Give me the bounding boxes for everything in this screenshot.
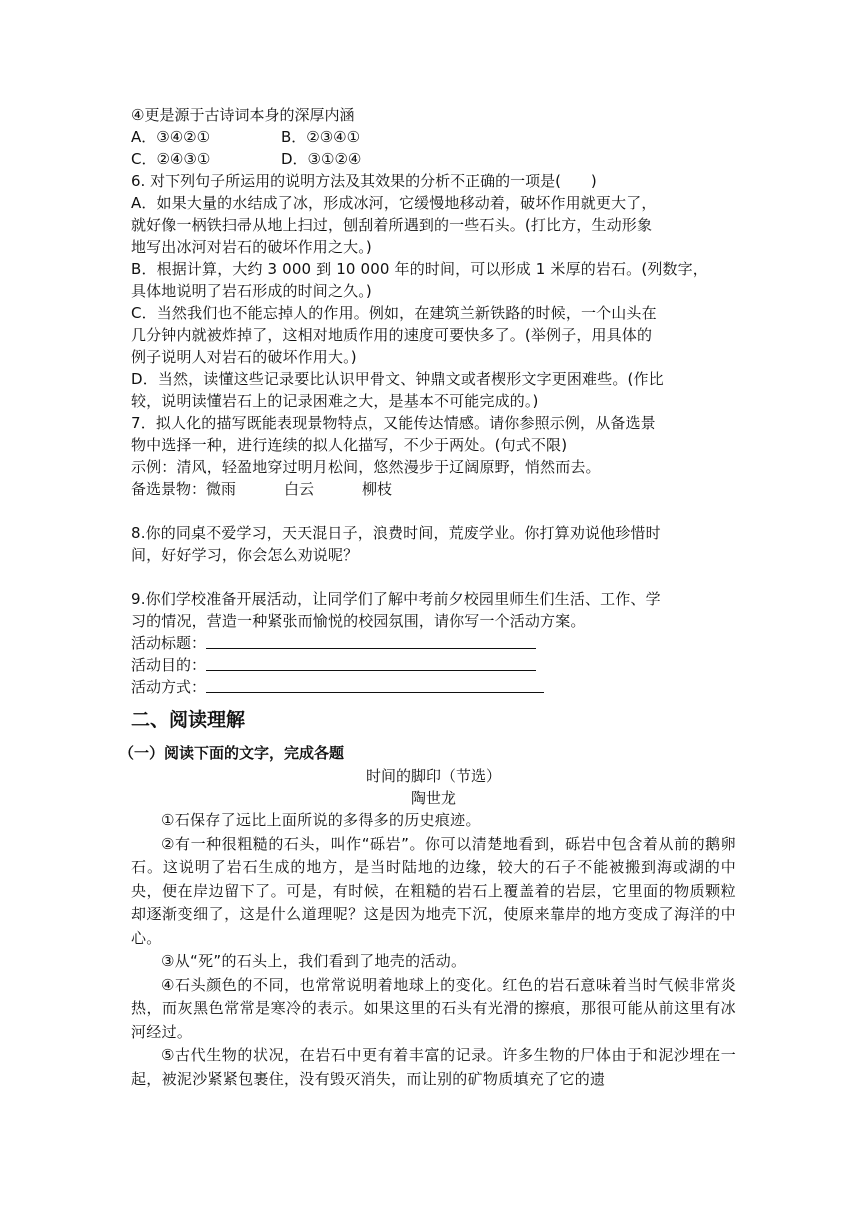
q7-choice: 微雨 [206, 480, 237, 498]
q7-choices-label: 备选景物： [131, 480, 207, 498]
q7-example: 示例：清风，轻盈地穿过明月松间，悠然漫步于辽阔原野，悄然而去。 [131, 458, 601, 476]
q5-answer-b: B．②③④① [281, 128, 361, 146]
q7-choice: 白云 [284, 480, 315, 498]
q7-stem-line: 物中选择一种，进行连续的拟人化描写，不少于两处。(句式不限) [131, 436, 568, 454]
q5-answer-c: C．②④③① [131, 150, 211, 168]
passage-paragraph: ②有一种很粗糙的石头，叫作“砾岩”。你可以清楚地看到，砾岩中包含着从前的鹅卵石。这说明了岩石生成的地方，是当时陆地的边缘，较大的石子不能被搬到海或湖的中央，便在岸边留下了。可是，有时候，在粗糙的岩石上覆盖着的岩层，它里面的物质颗粒却逐渐变细了，这是什么道理呢？这是因为地壳下沉，使原来靠岸的地方变成了海洋的中心。 [131, 834, 736, 947]
q7-choice: 柳枝 [362, 480, 393, 498]
passage-author: 陶世龙 [410, 789, 456, 807]
q5-answer-d: D．③①②④ [281, 150, 362, 168]
passage-paragraph: ④石头颜色的不同，也常常说明着地球上的变化。红色的岩石意味着当时气候非常炎热，而灰黑色常常是寒冷的表示。如果这里的石头有光滑的擦痕，那很可能从前这里有冰河经过。 [131, 975, 736, 1041]
q9-field-label: 活动方式： [131, 678, 207, 696]
q8-stem-line: 8.你的同桌不爱学习，天天混日子，浪费时间，荒废学业。你打算劝说他珍惜时 [131, 524, 661, 542]
q9-field-label: 活动目的： [131, 656, 207, 674]
answer-blank-line[interactable] [206, 633, 536, 649]
q6-option-b-line: B．根据计算，大约 3 000 到 10 000 年的时间，可以形成 1 米厚的岩石。(列数字， [131, 260, 708, 278]
q7-stem-line: 7．拟人化的描写既能表现景物特点，又能传达情感。请你参照示例，从备选景 [131, 414, 656, 432]
passage-title: 时间的脚印（节选） [365, 767, 501, 785]
q8-stem-line: 间，好好学习，你会怎么劝说呢？ [131, 546, 359, 564]
q6-option-d-line: 较，说明读懂岩石上的记录困难之大，是基本不可能完成的。) [131, 392, 539, 410]
answer-blank-line[interactable] [206, 677, 544, 693]
q9-field-title [131, 632, 736, 654]
document-page [119, 104, 736, 1091]
q6-option-d-line: D．当然，读懂这些记录要比认识甲骨文、钟鼎文或者楔形文字更困难些。(作比 [131, 370, 664, 388]
q9-stem-line: 9.你们学校准备开展活动，让同学们了解中考前夕校园里师生们生活、工作、学 [131, 590, 661, 608]
q6-option-c-line: 几分钟内就被炸掉了，这相对地质作用的速度可要快多了。(举例子，用具体的 [131, 326, 653, 344]
q6-option-a-line: 地写出冰河对岩石的破坏作用之大。) [131, 238, 372, 256]
q7-choices [131, 478, 736, 500]
q9-field-purpose [131, 654, 736, 676]
section-heading: 二、阅读理解 [131, 709, 246, 731]
q5-answer-row-2 [131, 148, 736, 170]
passage-paragraph: ⑤古代生物的状况，在岩石中更有着丰富的记录。许多生物的尸体由于和泥沙埋在一起，被泥沙紧紧包裹住，没有毁灭消失，而让别的矿物质填充了它的遗 [131, 1046, 736, 1088]
q6-option-c-line: 例子说明人对岩石的破坏作用大。) [131, 348, 357, 366]
answer-blank-line[interactable] [206, 655, 536, 671]
q5-answer-a: A．③④②① [131, 128, 211, 146]
q9-field-method [131, 676, 736, 698]
q5-option-4-text: ④更是源于古诗词本身的深厚内涵 [131, 106, 355, 124]
q6-option-b-line: 具体地说明了岩石形成的时间之久。) [131, 282, 372, 300]
q5-answer-row-1 [131, 126, 736, 148]
q6-option-a-line: 就好像一柄铁扫帚从地上扫过，刨刮着所遇到的一些石头。(打比方，生动形象 [131, 216, 653, 234]
q9-field-label: 活动标题： [131, 634, 207, 652]
passage-instruction: （一）阅读下面的文字，完成各题 [119, 744, 345, 762]
q6-option-a-line: A．如果大量的水结成了冰，形成冰河，它缓慢地移动着，破坏作用就更大了， [131, 194, 657, 212]
passage-paragraph: ③从“死”的石头上，我们看到了地壳的活动。 [161, 952, 467, 970]
q6-option-c-line: C．当然我们也不能忘掉人的作用。例如，在建筑兰新铁路的时候，一个山头在 [131, 304, 657, 322]
passage-paragraph: ①石保存了远比上面所说的多得多的历史痕迹。 [161, 811, 481, 829]
q9-stem-line: 习的情况，营造一种紧张而愉悦的校园氛围，请你写一个活动方案。 [131, 612, 586, 630]
q6-stem: 6. 对下列句子所运用的说明方法及其效果的分析不正确的一项是( ) [131, 172, 597, 190]
